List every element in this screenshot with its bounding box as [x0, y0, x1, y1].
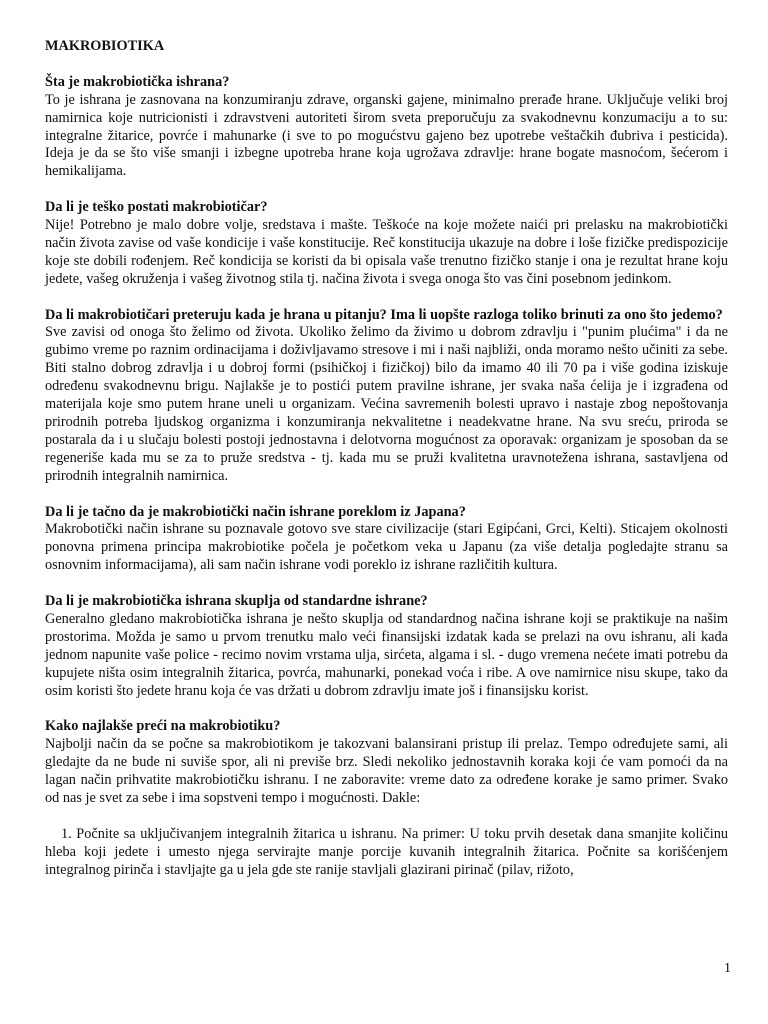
section-heading-transition: Kako najlakše preći na makrobiotiku? [45, 718, 281, 735]
list-item: 1. Počnite sa uključivanjem integralnih žitarica u ishranu. Na primer: U toku prvih desetak dana smanjite količinu hleba koji jedete i umesto njega servirajte manje porcije kuvanih integralnih žitarica. Počnite sa korišćenjem integralnog pirinča i stavljajte ga u jela gde ste ranije stavljali glazirani pirinač (pilav, rižoto, [45, 825, 728, 878]
section-body-origin-japan: Makrobotički način ishrane su poznavale gotovo sve stare civilizacije (stari Egipćani, Grci, Kelti). Sticajem okolnosti ponovna primena principa makrobiotike počela je početkom veka u Japanu (za više detalja pogledajte stranu sa osnovnim informacijama), ali sam način ishrane vodi poreklo iz ishrane različitih kultura. [45, 521, 728, 574]
document-title: MAKROBIOTIKA [45, 38, 165, 54]
section-heading-cost: Da li je makrobiotička ishrana skuplja od standardne ishrane? [45, 593, 428, 610]
section-heading-exaggerate: Da li makrobiotičari preteruju kada je hrana u pitanju? Ima li uopšte razloga toliko brinuti za ono što jedemo? [45, 306, 723, 323]
document-page [45, 38, 728, 879]
section-body-what-is: To je ishrana je zasnovana na konzumiranju zdrave, organski gajene, minimalno prerađe hrane. Uključuje veliki broj namirnica koje nutricionisti i zdravstveni autoriteti širom sveta preporučuju za svakodnevnu konzumaciju a to su: integralne žitarice, povrće i mahunarke (i sve to po mogućstvu gajeno bez upotrebe veštačkih đubriva i pesticida). Ideja je da se što više smanji i izbegne upotreba hrane koja ugrožava zdravlje: hrane bogate masnoćom, šećerom i hemikalijama. [45, 91, 728, 180]
section-body-is-it-hard: Nije! Potrebno je malo dobre volje, sredstava i mašte. Teškoće na koje možete naići pri prelasku na makrobiotički način života zavise od vaše kondicije i vaše konstitucije. Reč konstitucija ukazuje na dobre i loše fizičke predispozicije koje ste dobili rođenjem. Reč kondicija se koristi da bi opisala vaše trenutno fizičko stanje i ona je rezultat hrane koju jedete, vašeg okruženja i vašeg životnog stila tj. načina života i svega onoga što vas čini posebnom jedinkom. [45, 217, 728, 287]
section-body-exaggerate: Sve zavisi od onoga što želimo od života. Ukoliko želimo da živimo u dobrom zdravlju i "punim plućima" i da ne gubimo vreme po raznim ordinacijama i doživljavamo stresove i mi i naši najbliži, onda moramo nešto učiniti za sebe. Biti stalno dobrog zdravlja i u dobroj formi (psihičkoj i fizičkoj) bilo da imamo 40 ili 70 pa i više godina iziskuje određenu svakodnevnu brigu. Najlakše je to postići putem pravilne ishrane, jer svaka naša ćelija je i izgrađena od materijala koje smo putem hrane uneli u organizam. Većina savremenih bolesti upravo i nastaje zbog nepoštovanja prirodnih potreba ljudskog organizma i konzumiranja nekvalitetne i neadekvatne hrane. Na svu sreću, priroda se postarala da i u slučaju bolesti postoji jednostavna i delotvorna mogućnost za oporavak: organizam je sposoban da se regeneriše kada mu se za to pruže sredstva - tj. kada mu se pruži kvalitetna uravnotežena ishrana, sastavljena od prirodnih integralnih namirnica. [45, 324, 728, 484]
section-heading-origin-japan: Da li je tačno da je makrobiotički način ishrane poreklom iz Japana? [45, 503, 466, 520]
section-body-cost: Generalno gledano makrobiotička ishrana je nešto skuplja od standardnog načina ishrane koji se praktikuje na našim prostorima. Možda je samo u prvom trenutku malo veći finansijski izdatak kada se prelazi na ovu ishranu, ali kada jednom napunite vaše police - recimo novim vrstama ulja, sirćeta, algama i sl. - dugo vremena nećete imati potrebu da kupujete ništa osim integralnih žitarica, povrća, mahunarki, ponekad voća i ribe. A ove namirnice nisu skupe, tako da osim koristi što jedete hranu koja će vas držati u dobrom zdravlju imate još i finansijsku korist. [45, 610, 728, 699]
section-heading-is-it-hard: Da li je teško postati makrobiotičar? [45, 199, 268, 216]
section-heading-what-is: Šta je makrobiotička ishrana? [45, 73, 230, 90]
section-body-transition: Najbolji način da se počne sa makrobiotikom je takozvani balansirani pristup ili prelaz. Tempo određujete sami, ali gledajte da ne bude ni suviše spor, ali ni previše brz. Sledi nekoliko jednostavnih koraka koji će vam pomoći da na lagan način prihvatite makrobiotičku ishranu. I ne zaboravite: vreme dato za određene korake je samo primer. Svako od nas je svet za sebe i ima sopstveni tempo i mogućnosti. Dakle: [45, 736, 728, 806]
page-number: 1 [724, 961, 731, 976]
